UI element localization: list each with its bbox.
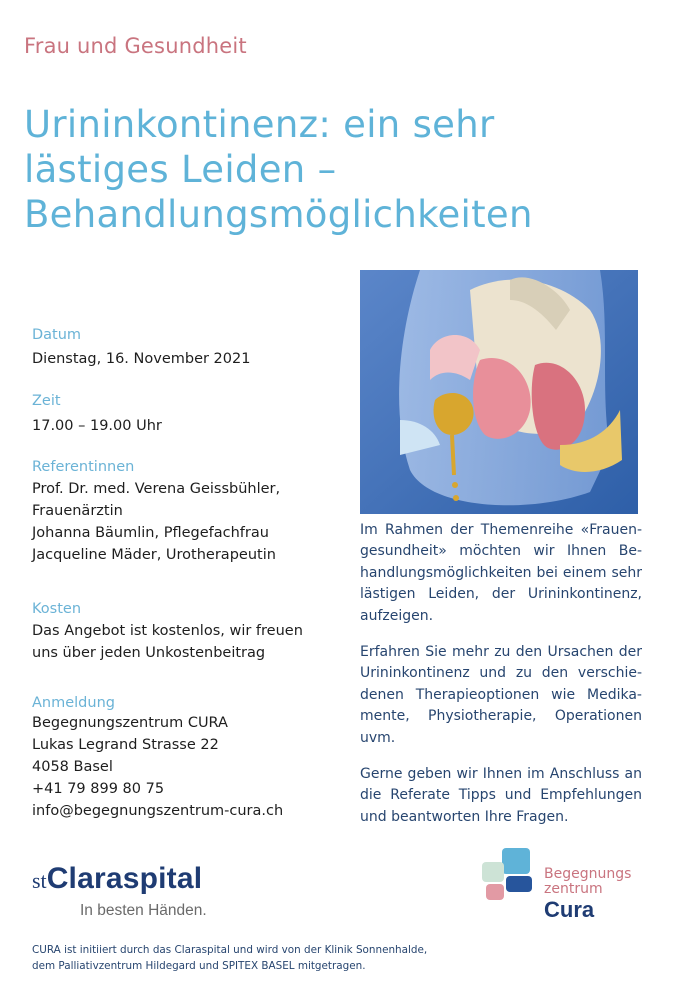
text-line: lästigen Leiden, der Urininkontinenz, [360, 586, 642, 603]
time-label: Zeit [32, 393, 61, 409]
registration-label: Anmeldung [32, 695, 115, 711]
cura-wordmark: Cura [544, 897, 595, 922]
text-line: Gerne geben wir Ihnen im Anschluss an [360, 766, 642, 782]
speaker-line: Frauenärztin [32, 503, 123, 519]
page-title [24, 102, 664, 237]
time-value: 17.00 – 19.00 Uhr [32, 418, 162, 434]
cost-text [32, 620, 332, 664]
anatomy-illustration [360, 270, 638, 514]
intro-paragraph-1 [360, 520, 642, 627]
email-address: info@begegnungszentrum-cura.ch [32, 803, 284, 819]
text-line: denen Therapieoptionen wie Medika- [360, 686, 642, 703]
text-line: Urininkontinenz und zu den verschie- [360, 665, 642, 682]
date-label: Datum [32, 327, 82, 343]
title-line: Urininkontinenz: ein sehr [24, 103, 495, 146]
text-line: handlungsmöglichkeiten bei einem sehr [360, 564, 642, 581]
title-line: lästiges Leiden – [24, 148, 337, 191]
address-line: Begegnungszentrum CURA [32, 715, 228, 731]
speaker-line: Jacqueline Mäder, Urotherapeutin [32, 547, 276, 563]
speaker-line: Johanna Bäumlin, Pflegefachfrau [32, 525, 269, 541]
cost-label: Kosten [32, 601, 82, 617]
cost-line: uns über jeden Unkostenbeitrag [32, 645, 266, 661]
series-title: Frau und Gesundheit [24, 34, 247, 58]
claraspital-tagline: In besten Händen. [80, 902, 207, 919]
date-value: Dienstag, 16. November 2021 [32, 351, 251, 367]
cost-line: Das Angebot ist kostenlos, wir freuen [32, 623, 303, 639]
text-line: aufzeigen. [360, 607, 434, 624]
text-line: uvm. [360, 729, 396, 746]
text-line: und beantworten Ihre Fragen. [360, 808, 569, 825]
address-line: Lukas Legrand Strasse 22 [32, 737, 219, 753]
text-line: mente, Physiotherapie, Operationen [360, 708, 642, 725]
claraspital-st-mark: st [32, 868, 47, 893]
text-line: gesundheit» möchten wir Ihnen Be- [360, 543, 642, 560]
speakers-label: Referentinnen [32, 459, 135, 475]
title-line: Behandlungsmöglichkeiten [24, 193, 533, 236]
registration-address [32, 712, 332, 822]
intro-paragraph-3 [360, 764, 642, 828]
address-line: 4058 Basel [32, 759, 113, 775]
cura-line1: Begegnungs [544, 866, 632, 882]
footer-line: CURA ist initiiert durch das Claraspital und wird von der Klinik Sonnenhalde, [32, 944, 428, 956]
intro-paragraph-2 [360, 642, 642, 749]
cura-line2: zentrum [544, 881, 603, 897]
text-line: die Referate Tipps und Empfehlungen [360, 787, 642, 804]
claraspital-wordmark: Claraspital [46, 862, 203, 895]
text-line: Im Rahmen der Themenreihe «Frauen- [360, 522, 642, 538]
speakers-list [32, 478, 332, 566]
speaker-line: Prof. Dr. med. Verena Geissbühler, [32, 481, 281, 497]
pelvis-anatomy-icon [360, 270, 638, 514]
footer-line: dem Palliativzentrum Hildegard und SPITEX BASEL mitgetragen. [32, 960, 366, 972]
phone-number: +41 79 899 80 75 [32, 781, 165, 797]
footer-note [32, 942, 512, 974]
cura-logo-icon [480, 846, 540, 906]
text-line: Erfahren Sie mehr zu den Ursachen der [360, 644, 642, 660]
